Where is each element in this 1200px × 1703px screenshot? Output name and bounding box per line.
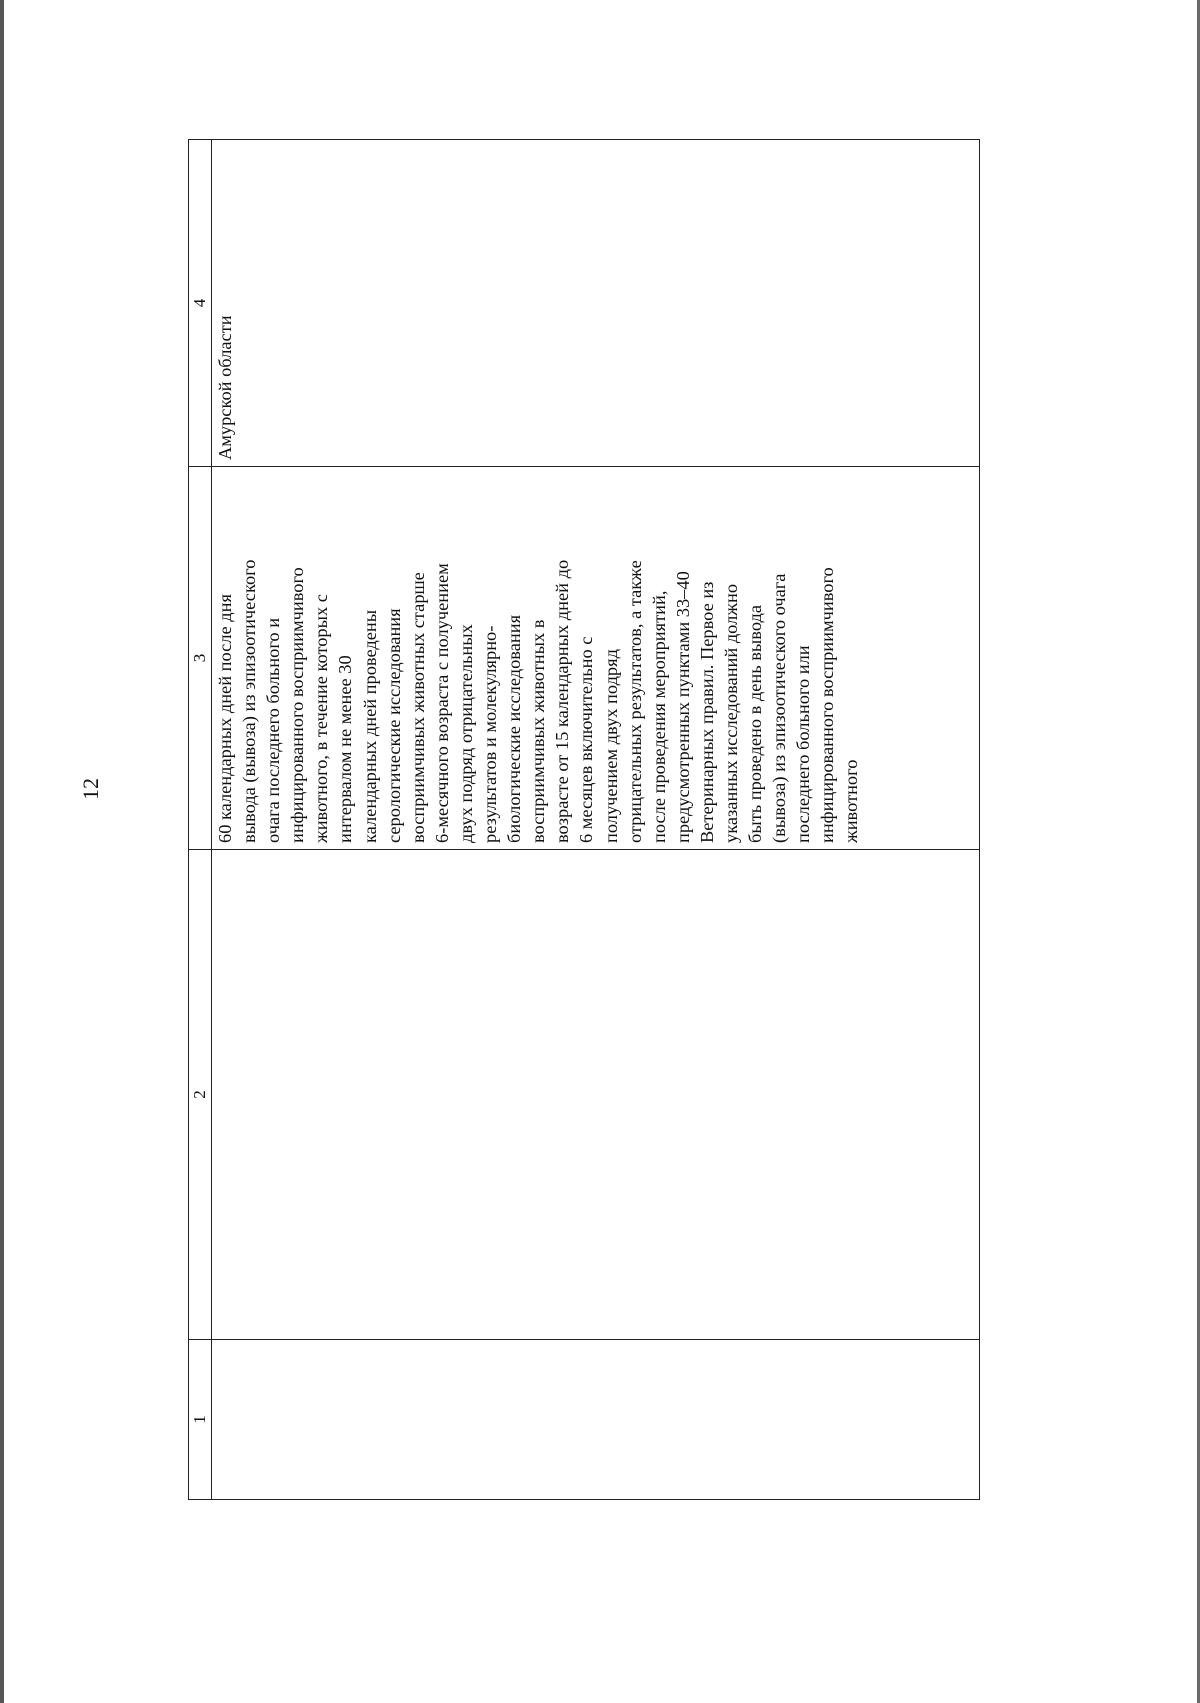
text-line: биологические исследования (504, 614, 525, 843)
text-line: предусмотренных пунктами 33–40 (672, 571, 693, 843)
text-line: календарных дней проведены (359, 609, 380, 843)
text-line: серологические исследования (383, 608, 404, 843)
scan-edge-left (0, 0, 4, 1703)
text-line: отрицательных результатов, а также (624, 560, 645, 843)
text-line: 6-месячного возраста с получением (431, 563, 452, 843)
text-line: результатов и молекулярно- (480, 625, 501, 843)
page-number: 12 (78, 778, 103, 800)
text-line: интервалом не менее 30 (335, 655, 356, 843)
text-line: восприимчивых животных в (528, 619, 549, 843)
column-number-2: 2 (189, 850, 212, 1340)
text-line: инфицированного восприимчивого (287, 567, 308, 843)
text-line: двух подряд отрицательных (455, 624, 476, 843)
text-line: восприимчивых животных старше (407, 572, 428, 843)
rotated-table-container (188, 140, 980, 1500)
table-header-row (189, 140, 212, 1500)
column-number-4: 4 (189, 140, 212, 467)
column-number-1: 1 (189, 1340, 212, 1500)
text-line: после проведения мероприятий, (648, 590, 669, 843)
text-line: животного, в течение которых с (311, 594, 332, 843)
cell-col1 (212, 1340, 980, 1500)
text-line: (вывоза) из эпизоотического очага (769, 573, 790, 843)
text-line: возрасте от 15 календарных дней до (552, 559, 573, 843)
text-line: Ветеринарных правил. Первое из (696, 581, 717, 843)
text-line: животного (841, 759, 862, 843)
text-line: 6 месяцев включительно с (576, 636, 597, 843)
cell-col3 (212, 467, 980, 850)
text-line: быть проведено в день вывода (745, 604, 766, 843)
text-line: указанных исследований должно (720, 583, 741, 843)
table-row (212, 140, 980, 1500)
text-line: очага последнего больного и (263, 617, 284, 843)
text-line: инфицированного восприимчивого (817, 567, 838, 843)
text-line: вывода (вывоза) из эпизоотического (239, 559, 260, 843)
regulation-table (188, 139, 980, 1500)
text-line: 60 календарных дней после дня (215, 594, 235, 843)
column-number-3: 3 (189, 467, 212, 850)
text-line: получением двух подряд (600, 649, 621, 843)
cell-col2 (212, 850, 980, 1340)
condition-text (213, 473, 864, 843)
cell-col4: Амурской области (212, 140, 980, 467)
text-line: последнего больного или (793, 645, 814, 843)
